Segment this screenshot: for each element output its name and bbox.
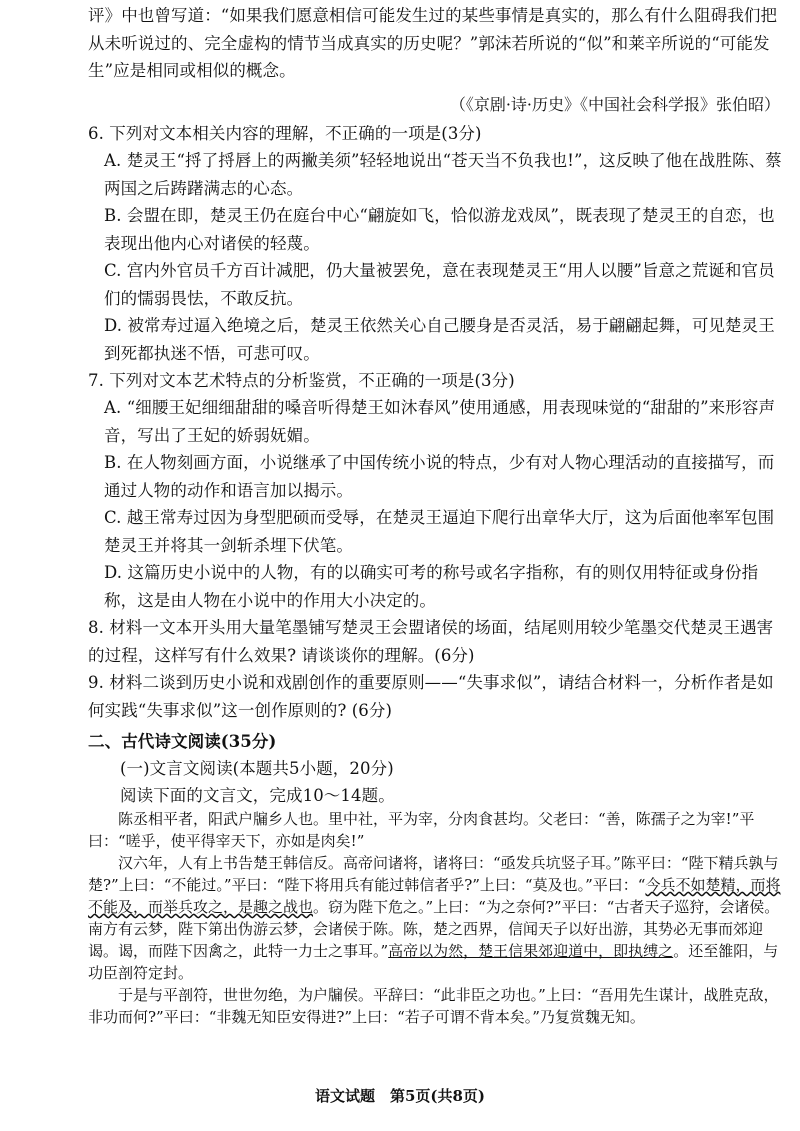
q7-option-a: A. “细腰王妃细细甜甜的嗓音听得楚王如沐春风”使用通感，用表现味觉的“甜甜的”来形容声音，写出了王妃的娇弱妩媚。 xyxy=(104,398,776,445)
section-title: 二、古代诗文阅读(35分) xyxy=(88,732,277,751)
passage-tail: 评》中也曾写道：“如果我们愿意相信可能发生过的某些事情是真实的，那么有什么阻碍我们把从未听说过的、完全虚构的情节当成真实的历史呢？”郭沫若所说的“似”和莱辛所说的“可能发生”应是相同或相似的概念。 xyxy=(88,6,778,80)
q6-option-c: C. 宫内外官员千方百计减肥，仍大量被罢免，意在表现楚灵王“用人以腰”旨意之荒诞和官员们的懦弱畏怯，不敢反抗。 xyxy=(104,261,775,308)
classical-text xyxy=(88,808,788,1028)
classical-para-2-a: 汉六年，人有上书告楚王韩信反。高帝问诸将，诸将曰：“亟发兵坑竖子耳。”陈平曰：“陛下精兵孰与楚?”上曰：“不能过。”平曰：“陛下将用兵有能过韩信者乎?”上曰：“莫及也。”平曰：“ xyxy=(88,854,779,894)
q8: 8. 材料一文本开头用大量笔墨铺写楚灵王会盟诸侯的场面，结尾则用较少笔墨交代楚灵王遇害的过程，这样写有什么效果? 请谈谈你的理解。(6分) xyxy=(88,618,774,665)
q7-option-d: D. 这篇历史小说中的人物，有的以确实可考的称号或名字指称，有的则仅用特征或身份指称，这是由人物在小说中的作用大小决定的。 xyxy=(104,563,759,610)
underlined-sentence-1: 今兵不如楚精，而将不能及，而举兵攻之，是趣之战也 xyxy=(88,876,781,916)
q7-option-c: C. 越王常寿过因为身型肥硕而受辱，在楚灵王逼迫下爬行出章华大厅，这为后面他率军包围楚灵王并将其一剑斩杀埋下伏笔。 xyxy=(104,508,775,555)
source-citation: （《京剧·诗·历史》《中国社会科学报》张伯昭） xyxy=(449,95,780,114)
q6-stem: 6. 下列对文本相关内容的理解，不正确的一项是(3分) xyxy=(88,124,482,143)
page-footer: 语文试题 第5页(共8页) xyxy=(314,1087,486,1105)
subsection-title: (一)文言文阅读(本题共5小题，20分) xyxy=(120,759,394,778)
underlined-sentence-2: 高帝以为然，楚王信果郊迎道中，即执缚之 xyxy=(388,942,674,960)
classical-para-2-c: 。还至雒阳，与功臣剖符定封。 xyxy=(88,942,779,982)
q7-option-b: B. 在人物刻画方面，小说继承了中国传统小说的特点，少有对人物心理活动的直接描写，而通过人物的动作和语言加以揭示。 xyxy=(104,453,775,500)
reading-instruction: 阅读下面的文言文，完成10～14题。 xyxy=(120,786,395,805)
q6-option-d: D. 被常寿过逼入绝境之后，楚灵王依然关心自己腰身是否灵活，易于翩翩起舞，可见楚灵王到死都执迷不悟，可悲可叹。 xyxy=(104,316,775,363)
classical-para-2 xyxy=(88,852,788,984)
classical-para-2-b: 。窃为陛下危之。”上曰：“为之奈何?”平曰：“古者天子巡狩，会诸侯。南方有云梦，陛下第出伪游云梦，会诸侯于陈。陈，楚之西界，信闻天子以好出游，其势必无事而郊迎谒。谒，而陛下因禽之，此特一力士之事耳。” xyxy=(88,898,780,960)
q7-stem: 7. 下列对文本艺术特点的分析鉴赏，不正确的一项是(3分) xyxy=(88,371,515,390)
q6-option-a: A. 楚灵王“捋了捋唇上的两撇美须”轻轻地说出“苍天当不负我也!”，这反映了他在战胜陈、蔡两国之后踌躇满志的心态。 xyxy=(104,151,782,198)
q6-option-b: B. 会盟在即，楚灵王仍在庭台中心“翩旋如飞，恰似游龙戏凤”，既表现了楚灵王的自恋，也表现出他内心对诸侯的轻蔑。 xyxy=(104,206,775,253)
q9: 9. 材料二谈到历史小说和戏剧创作的重要原则——“失事求似”，请结合材料一，分析作者是如何实践“失事求似”这一创作原则的? (6分) xyxy=(88,673,774,720)
classical-para-3: 于是与平剖符，世世勿绝，为户牖侯。平辞曰：“此非臣之功也。”上曰：“吾用先生谋计，战胜克敌，非功而何?”平曰：“非魏无知臣安得进?”上曰：“若子可谓不背本矣。”乃复赏魏无知。 xyxy=(88,986,779,1026)
classical-para-1: 陈丞相平者，阳武户牖乡人也。里中社，平为宰，分肉食甚均。父老曰：“善，陈孺子之为宰!”平曰：“嗟乎，使平得宰天下，亦如是肉矣!” xyxy=(88,810,755,850)
